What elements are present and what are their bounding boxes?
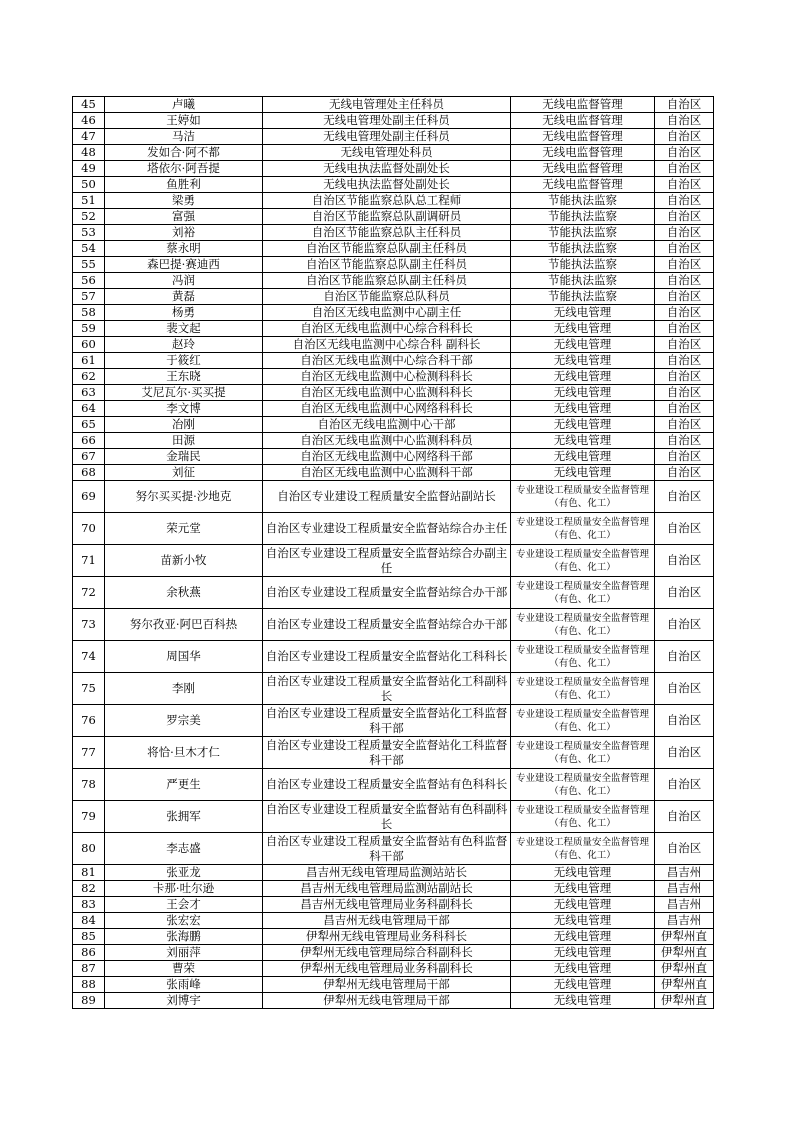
region-cell: 伊犁州直 [655,977,714,993]
table-row [73,545,714,577]
region-cell: 自治区 [655,273,714,289]
table-row [73,369,714,385]
work-category-cell: 专业建设工程质量安全监督管理（有色、化工） [511,769,655,801]
position-title-cell: 自治区无线电监测中心监测科科长 [263,385,511,401]
region-cell: 昌吉州 [655,865,714,881]
work-category-cell: 无线电管理 [511,897,655,913]
table-row [73,961,714,977]
work-category-cell: 专业建设工程质量安全监督管理（有色、化工） [511,833,655,865]
work-category-cell: 节能执法监察 [511,209,655,225]
position-title-cell: 伊犁州无线电管理局业务科科长 [263,929,511,945]
row-number-cell: 78 [73,769,105,801]
region-cell: 伊犁州直 [655,929,714,945]
row-number-cell: 48 [73,145,105,161]
table-row [73,977,714,993]
region-cell: 自治区 [655,801,714,833]
table-row [73,993,714,1009]
work-category-cell: 专业建设工程质量安全监督管理（有色、化工） [511,641,655,673]
position-title-cell: 无线电执法监督处副处长 [263,177,511,193]
person-name-cell: 李文博 [105,401,263,417]
position-title-cell: 自治区专业建设工程质量安全监督站综合办干部 [263,609,511,641]
position-title-cell: 自治区节能监察总队副主任科员 [263,241,511,257]
region-cell: 自治区 [655,145,714,161]
table-row [73,913,714,929]
person-name-cell: 卢曦 [105,97,263,113]
work-category-cell: 无线电监督管理 [511,97,655,113]
person-name-cell: 荣元堂 [105,513,263,545]
person-name-cell: 金瑞民 [105,449,263,465]
person-name-cell: 王东晓 [105,369,263,385]
table-row [73,481,714,513]
row-number-cell: 75 [73,673,105,705]
position-title-cell: 伊犁州无线电管理局综合科副科长 [263,945,511,961]
work-category-cell: 无线电管理 [511,321,655,337]
person-name-cell: 富强 [105,209,263,225]
row-number-cell: 60 [73,337,105,353]
row-number-cell: 79 [73,801,105,833]
table-row [73,929,714,945]
region-cell: 自治区 [655,305,714,321]
region-cell: 自治区 [655,577,714,609]
position-title-cell: 自治区专业建设工程质量安全监督站化工科监督科干部 [263,737,511,769]
row-number-cell: 56 [73,273,105,289]
table-body [73,97,714,1009]
position-title-cell: 自治区节能监察总队副主任科员 [263,257,511,273]
position-title-cell: 昌吉州无线电管理局干部 [263,913,511,929]
person-name-cell: 赵玲 [105,337,263,353]
table-row [73,641,714,673]
region-cell: 自治区 [655,737,714,769]
position-title-cell: 自治区无线电监测中心综合科科长 [263,321,511,337]
row-number-cell: 82 [73,881,105,897]
row-number-cell: 86 [73,945,105,961]
row-number-cell: 61 [73,353,105,369]
region-cell: 自治区 [655,177,714,193]
row-number-cell: 84 [73,913,105,929]
position-title-cell: 自治区无线电监测中心综合科干部 [263,353,511,369]
table-row [73,833,714,865]
position-title-cell: 无线电管理处副主任科员 [263,129,511,145]
region-cell: 昌吉州 [655,881,714,897]
work-category-cell: 无线电管理 [511,913,655,929]
table-row [73,257,714,273]
position-title-cell: 昌吉州无线电管理局监测站站长 [263,865,511,881]
region-cell: 昌吉州 [655,913,714,929]
position-title-cell: 自治区专业建设工程质量安全监督站化工科科长 [263,641,511,673]
table-row [73,513,714,545]
table-row [73,321,714,337]
region-cell: 自治区 [655,353,714,369]
row-number-cell: 52 [73,209,105,225]
work-category-cell: 无线电监督管理 [511,113,655,129]
person-name-cell: 张拥军 [105,801,263,833]
person-name-cell: 王会才 [105,897,263,913]
work-category-cell: 专业建设工程质量安全监督管理（有色、化工） [511,545,655,577]
table-row [73,945,714,961]
person-name-cell: 张宏宏 [105,913,263,929]
region-cell: 自治区 [655,337,714,353]
region-cell: 自治区 [655,449,714,465]
work-category-cell: 无线电监督管理 [511,161,655,177]
person-name-cell: 刘博宇 [105,993,263,1009]
row-number-cell: 53 [73,225,105,241]
region-cell: 伊犁州直 [655,945,714,961]
region-cell: 自治区 [655,641,714,673]
region-cell: 自治区 [655,385,714,401]
work-category-cell: 无线电管理 [511,385,655,401]
person-name-cell: 严更生 [105,769,263,801]
person-name-cell: 曹荣 [105,961,263,977]
work-category-cell: 节能执法监察 [511,257,655,273]
work-category-cell: 无线电管理 [511,945,655,961]
row-number-cell: 85 [73,929,105,945]
position-title-cell: 自治区无线电监测中心检测科科长 [263,369,511,385]
work-category-cell: 无线电管理 [511,993,655,1009]
table-row [73,209,714,225]
region-cell: 自治区 [655,97,714,113]
region-cell: 自治区 [655,225,714,241]
work-category-cell: 无线电管理 [511,401,655,417]
position-title-cell: 无线电管理处科员 [263,145,511,161]
table-row [73,305,714,321]
person-name-cell: 卡那·吐尔逊 [105,881,263,897]
row-number-cell: 63 [73,385,105,401]
position-title-cell: 伊犁州无线电管理局干部 [263,977,511,993]
position-title-cell: 自治区无线电监测中心干部 [263,417,511,433]
row-number-cell: 80 [73,833,105,865]
region-cell: 自治区 [655,545,714,577]
table-row [73,673,714,705]
person-name-cell: 刘裕 [105,225,263,241]
region-cell: 伊犁州直 [655,961,714,977]
table-row [73,193,714,209]
work-category-cell: 专业建设工程质量安全监督管理（有色、化工） [511,705,655,737]
work-category-cell: 无线电监督管理 [511,177,655,193]
position-title-cell: 昌吉州无线电管理局业务科副科长 [263,897,511,913]
table-row [73,705,714,737]
position-title-cell: 自治区无线电监测中心网络科科长 [263,401,511,417]
row-number-cell: 62 [73,369,105,385]
person-name-cell: 冶刚 [105,417,263,433]
row-number-cell: 67 [73,449,105,465]
position-title-cell: 无线电执法监督处副处长 [263,161,511,177]
table-row [73,289,714,305]
position-title-cell: 自治区专业建设工程质量安全监督站有色科监督科干部 [263,833,511,865]
region-cell: 伊犁州直 [655,993,714,1009]
table-row [73,113,714,129]
person-name-cell: 张海鹏 [105,929,263,945]
row-number-cell: 83 [73,897,105,913]
position-title-cell: 自治区专业建设工程质量安全监督站化工科副科长 [263,673,511,705]
table-row [73,609,714,641]
row-number-cell: 66 [73,433,105,449]
table-row [73,273,714,289]
work-category-cell: 专业建设工程质量安全监督管理（有色、化工） [511,577,655,609]
region-cell: 自治区 [655,321,714,337]
work-category-cell: 无线电管理 [511,305,655,321]
work-category-cell: 专业建设工程质量安全监督管理（有色、化工） [511,513,655,545]
row-number-cell: 76 [73,705,105,737]
region-cell: 自治区 [655,673,714,705]
person-name-cell: 刘丽萍 [105,945,263,961]
region-cell: 自治区 [655,241,714,257]
row-number-cell: 59 [73,321,105,337]
position-title-cell: 自治区节能监察总队科员 [263,289,511,305]
position-title-cell: 自治区无线电监测中心网络科干部 [263,449,511,465]
person-name-cell: 蔡永明 [105,241,263,257]
row-number-cell: 46 [73,113,105,129]
work-category-cell: 专业建设工程质量安全监督管理（有色、化工） [511,801,655,833]
work-category-cell: 节能执法监察 [511,193,655,209]
region-cell: 自治区 [655,289,714,305]
person-name-cell: 王婷如 [105,113,263,129]
region-cell: 自治区 [655,257,714,273]
region-cell: 自治区 [655,433,714,449]
person-name-cell: 努尔孜亚·阿巴百科热 [105,609,263,641]
region-cell: 自治区 [655,209,714,225]
position-title-cell: 自治区无线电监测中心副主任 [263,305,511,321]
person-name-cell: 李志盛 [105,833,263,865]
personnel-table [72,96,714,1009]
person-name-cell: 余秋燕 [105,577,263,609]
row-number-cell: 77 [73,737,105,769]
region-cell: 自治区 [655,705,714,737]
work-category-cell: 节能执法监察 [511,289,655,305]
work-category-cell: 无线电管理 [511,449,655,465]
position-title-cell: 自治区节能监察总队副主任科员 [263,273,511,289]
person-name-cell: 马洁 [105,129,263,145]
person-name-cell: 裴文起 [105,321,263,337]
person-name-cell: 罗宗美 [105,705,263,737]
person-name-cell: 将恰·旦木才仁 [105,737,263,769]
row-number-cell: 71 [73,545,105,577]
row-number-cell: 88 [73,977,105,993]
position-title-cell: 无线电管理处主任科员 [263,97,511,113]
table-row [73,881,714,897]
position-title-cell: 自治区专业建设工程质量安全监督站综合办干部 [263,577,511,609]
work-category-cell: 无线电管理 [511,417,655,433]
position-title-cell: 自治区专业建设工程质量安全监督站综合办主任 [263,513,511,545]
table-row [73,577,714,609]
work-category-cell: 无线电管理 [511,881,655,897]
region-cell: 自治区 [655,481,714,513]
position-title-cell: 自治区专业建设工程质量安全监督站有色科副科长 [263,801,511,833]
person-name-cell: 冯润 [105,273,263,289]
table-row [73,177,714,193]
work-category-cell: 专业建设工程质量安全监督管理（有色、化工） [511,609,655,641]
row-number-cell: 50 [73,177,105,193]
person-name-cell: 努尔买买提·沙地克 [105,481,263,513]
position-title-cell: 自治区专业建设工程质量安全监督站副站长 [263,481,511,513]
table-row [73,145,714,161]
work-category-cell: 节能执法监察 [511,241,655,257]
position-title-cell: 自治区无线电监测中心监测科干部 [263,465,511,481]
row-number-cell: 72 [73,577,105,609]
row-number-cell: 51 [73,193,105,209]
region-cell: 自治区 [655,129,714,145]
region-cell: 自治区 [655,369,714,385]
region-cell: 自治区 [655,609,714,641]
person-name-cell: 李刚 [105,673,263,705]
person-name-cell: 张亚龙 [105,865,263,881]
person-name-cell: 杨勇 [105,305,263,321]
table-row [73,385,714,401]
work-category-cell: 无线电管理 [511,337,655,353]
work-category-cell: 无线电管理 [511,369,655,385]
table-row [73,417,714,433]
work-category-cell: 无线电监督管理 [511,145,655,161]
row-number-cell: 57 [73,289,105,305]
work-category-cell: 无线电管理 [511,865,655,881]
region-cell: 自治区 [655,769,714,801]
row-number-cell: 45 [73,97,105,113]
position-title-cell: 自治区节能监察总队总工程师 [263,193,511,209]
person-name-cell: 发如合·阿不都 [105,145,263,161]
person-name-cell: 刘征 [105,465,263,481]
person-name-cell: 田源 [105,433,263,449]
region-cell: 昌吉州 [655,897,714,913]
person-name-cell: 苗新小牧 [105,545,263,577]
row-number-cell: 73 [73,609,105,641]
position-title-cell: 自治区专业建设工程质量安全监督站化工科监督科干部 [263,705,511,737]
row-number-cell: 47 [73,129,105,145]
table-row [73,161,714,177]
region-cell: 自治区 [655,417,714,433]
table-row [73,241,714,257]
table-row [73,449,714,465]
table-row [73,897,714,913]
work-category-cell: 专业建设工程质量安全监督管理（有色、化工） [511,481,655,513]
region-cell: 自治区 [655,113,714,129]
region-cell: 自治区 [655,401,714,417]
work-category-cell: 无线电管理 [511,433,655,449]
person-name-cell: 森巴提·赛迪西 [105,257,263,273]
work-category-cell: 节能执法监察 [511,273,655,289]
table-row [73,129,714,145]
person-name-cell: 于筱红 [105,353,263,369]
person-name-cell: 塔依尔·阿吾提 [105,161,263,177]
work-category-cell: 专业建设工程质量安全监督管理（有色、化工） [511,737,655,769]
work-category-cell: 无线电管理 [511,465,655,481]
position-title-cell: 昌吉州无线电管理局监测站副站长 [263,881,511,897]
table-row [73,97,714,113]
person-name-cell: 梁勇 [105,193,263,209]
region-cell: 自治区 [655,833,714,865]
work-category-cell: 无线电管理 [511,929,655,945]
table-row [73,769,714,801]
row-number-cell: 87 [73,961,105,977]
row-number-cell: 89 [73,993,105,1009]
table-row [73,225,714,241]
row-number-cell: 70 [73,513,105,545]
position-title-cell: 自治区无线电监测中心综合科 副科长 [263,337,511,353]
row-number-cell: 69 [73,481,105,513]
region-cell: 自治区 [655,193,714,209]
table-row [73,337,714,353]
table-row [73,865,714,881]
person-name-cell: 黄磊 [105,289,263,305]
person-name-cell: 艾尼瓦尔·买买提 [105,385,263,401]
position-title-cell: 伊犁州无线电管理局干部 [263,993,511,1009]
row-number-cell: 81 [73,865,105,881]
row-number-cell: 74 [73,641,105,673]
table-row [73,801,714,833]
region-cell: 自治区 [655,513,714,545]
table-row [73,737,714,769]
table-row [73,433,714,449]
table-row [73,465,714,481]
work-category-cell: 专业建设工程质量安全监督管理（有色、化工） [511,673,655,705]
position-title-cell: 自治区节能监察总队副调研员 [263,209,511,225]
table-row [73,401,714,417]
work-category-cell: 无线电管理 [511,961,655,977]
table-row [73,353,714,369]
row-number-cell: 49 [73,161,105,177]
work-category-cell: 无线电监督管理 [511,129,655,145]
position-title-cell: 自治区节能监察总队主任科员 [263,225,511,241]
region-cell: 自治区 [655,465,714,481]
position-title-cell: 自治区无线电监测中心监测科科员 [263,433,511,449]
work-category-cell: 无线电管理 [511,977,655,993]
work-category-cell: 无线电管理 [511,353,655,369]
person-name-cell: 鱼胜利 [105,177,263,193]
row-number-cell: 58 [73,305,105,321]
position-title-cell: 无线电管理处副主任科员 [263,113,511,129]
row-number-cell: 55 [73,257,105,273]
position-title-cell: 伊犁州无线电管理局业务科副科长 [263,961,511,977]
row-number-cell: 54 [73,241,105,257]
row-number-cell: 65 [73,417,105,433]
person-name-cell: 周国华 [105,641,263,673]
position-title-cell: 自治区专业建设工程质量安全监督站有色科科长 [263,769,511,801]
position-title-cell: 自治区专业建设工程质量安全监督站综合办副主任 [263,545,511,577]
person-name-cell: 张雨峰 [105,977,263,993]
work-category-cell: 节能执法监察 [511,225,655,241]
row-number-cell: 64 [73,401,105,417]
row-number-cell: 68 [73,465,105,481]
region-cell: 自治区 [655,161,714,177]
